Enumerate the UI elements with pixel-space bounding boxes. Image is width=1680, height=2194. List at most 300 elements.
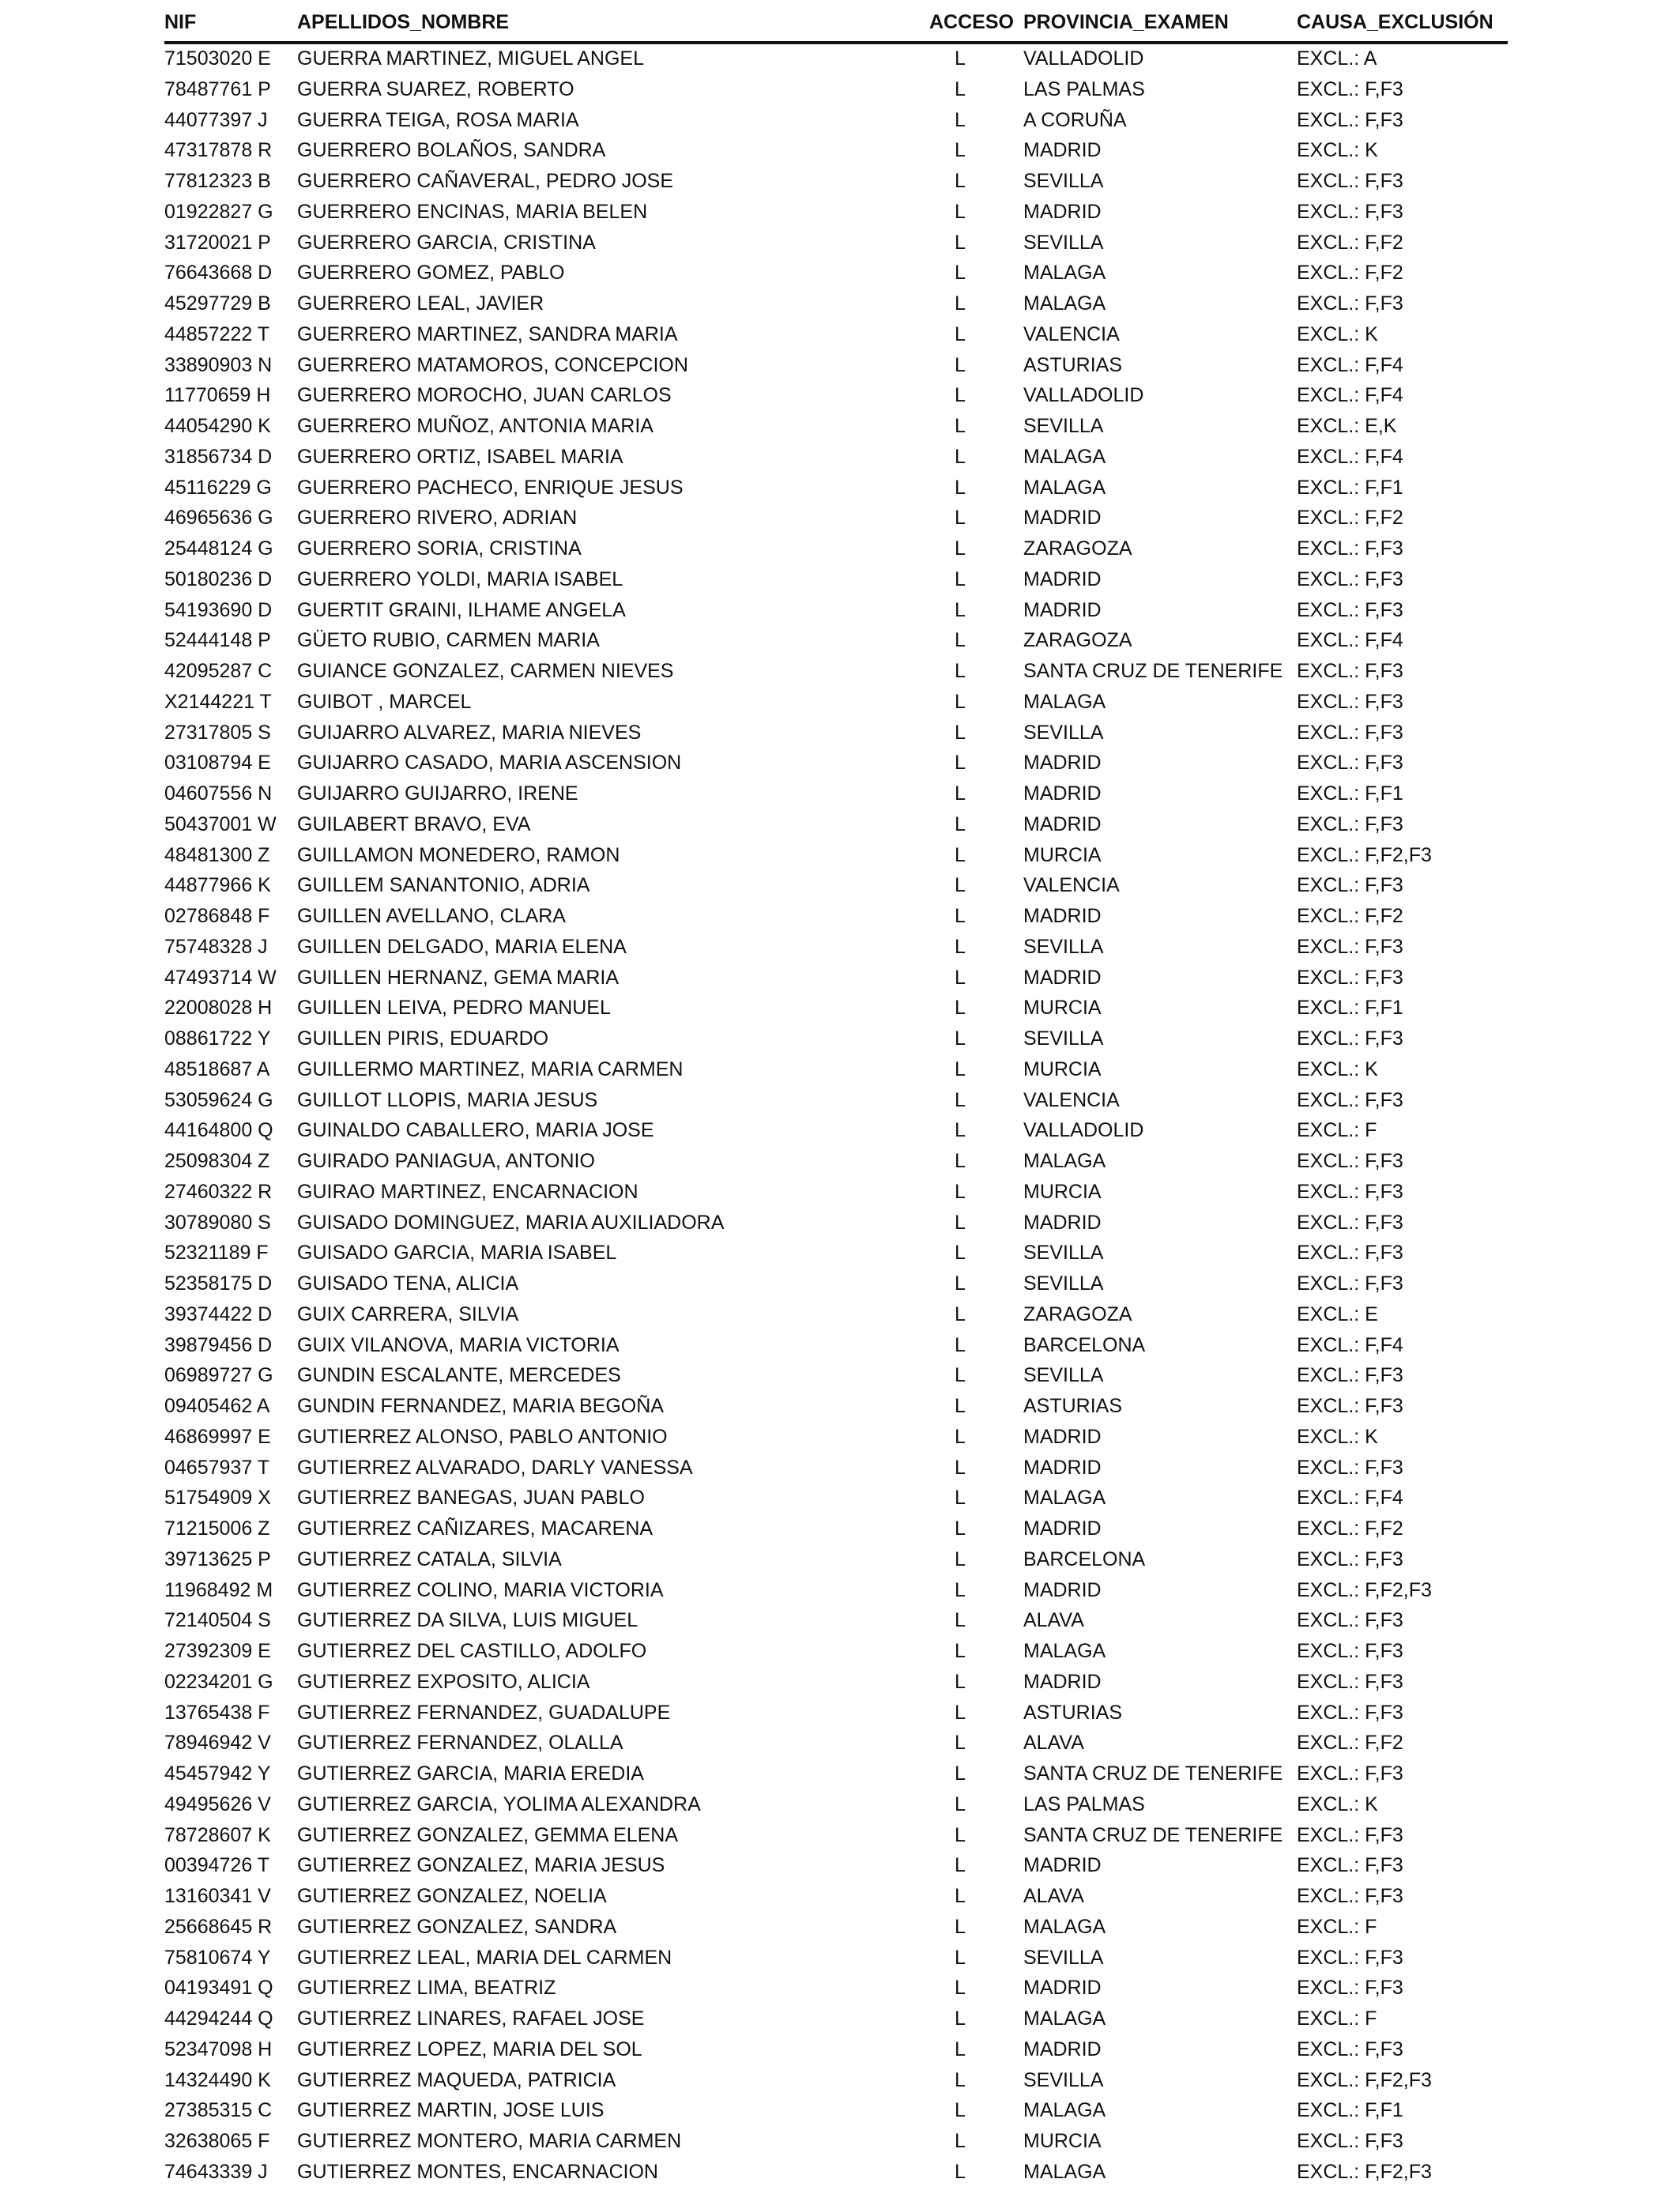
- provincia-cell: MURCIA: [1023, 997, 1102, 1020]
- table-row: [164, 534, 1508, 565]
- nif-cell: 76643668 D: [164, 262, 273, 285]
- nif-cell: 00394726 T: [164, 1854, 269, 1877]
- causa-cell: EXCL.: F: [1297, 1915, 1377, 1938]
- acceso-cell: L: [955, 476, 966, 499]
- provincia-cell: MALAGA: [1023, 1915, 1106, 1938]
- name-cell: GUILLERMO MARTINEZ, MARIA CARMEN: [297, 1057, 684, 1080]
- causa-cell: EXCL.: F,F3: [1297, 935, 1403, 958]
- provincia-cell: SANTA CRUZ DE TENERIFE: [1023, 1762, 1283, 1785]
- acceso-cell: L: [955, 537, 966, 560]
- acceso-cell: L: [955, 1395, 966, 1417]
- acceso-cell: L: [955, 1150, 966, 1172]
- nif-cell: 13765438 F: [164, 1701, 270, 1724]
- causa-cell: EXCL.: F,F3: [1297, 1364, 1403, 1387]
- table-header: [164, 9, 1508, 44]
- acceso-cell: L: [955, 1823, 966, 1846]
- causa-cell: EXCL.: F,F3: [1297, 1640, 1403, 1662]
- causa-cell: EXCL.: F,F3: [1297, 1150, 1403, 1172]
- header-nif: NIF: [164, 11, 197, 33]
- acceso-cell: L: [955, 1425, 966, 1448]
- provincia-cell: MADRID: [1023, 1977, 1102, 2000]
- acceso-cell: L: [955, 1946, 966, 1969]
- acceso-cell: L: [955, 567, 966, 590]
- name-cell: GUTIERREZ EXPOSITO, ALICIA: [297, 1670, 590, 1693]
- causa-cell: EXCL.: F,F4: [1297, 353, 1403, 376]
- name-cell: GUTIERREZ GONZALEZ, GEMMA ELENA: [297, 1823, 679, 1846]
- name-cell: GUTIERREZ MONTES, ENCARNACION: [297, 2160, 658, 2183]
- name-cell: GUTIERREZ GARCIA, MARIA EREDIA: [297, 1762, 644, 1785]
- causa-cell: EXCL.: F,F3: [1297, 812, 1403, 835]
- causa-cell: EXCL.: F,F4: [1297, 384, 1403, 407]
- causa-cell: EXCL.: F,F3: [1297, 1946, 1403, 1969]
- name-cell: GUERRERO MOROCHO, JUAN CARLOS: [297, 384, 672, 407]
- table-row: [164, 1055, 1508, 1086]
- nif-cell: 72140504 S: [164, 1609, 271, 1632]
- table-row: [164, 748, 1508, 779]
- table-row: [164, 1821, 1508, 1852]
- acceso-cell: L: [955, 690, 966, 713]
- provincia-cell: ZARAGOZA: [1023, 629, 1132, 652]
- nif-cell: 75810674 Y: [164, 1946, 271, 1969]
- nif-cell: 03108794 E: [164, 752, 271, 775]
- name-cell: GUILLEN PIRIS, EDUARDO: [297, 1027, 549, 1050]
- acceso-cell: L: [955, 935, 966, 958]
- nif-cell: 77812323 B: [164, 170, 271, 192]
- provincia-cell: ALAVA: [1023, 1885, 1084, 1907]
- nif-cell: 52444148 P: [164, 629, 271, 652]
- causa-cell: EXCL.: F,F3: [1297, 690, 1403, 713]
- acceso-cell: L: [955, 629, 966, 652]
- table-row: [164, 1728, 1508, 1759]
- causa-cell: EXCL.: F,F4: [1297, 445, 1403, 468]
- causa-cell: EXCL.: F,F3: [1297, 1272, 1403, 1295]
- name-cell: GUTIERREZ MARTIN, JOSE LUIS: [297, 2099, 605, 2122]
- name-cell: GUIX VILANOVA, MARIA VICTORIA: [297, 1333, 620, 1356]
- provincia-cell: MURCIA: [1023, 2130, 1102, 2152]
- nif-cell: 25448124 G: [164, 537, 273, 560]
- table-row: [164, 258, 1508, 289]
- nif-cell: 25668645 R: [164, 1915, 273, 1938]
- provincia-cell: MADRID: [1023, 1425, 1102, 1448]
- name-cell: GUNDIN ESCALANTE, MERCEDES: [297, 1364, 621, 1387]
- nif-cell: 44294244 Q: [164, 2007, 273, 2030]
- nif-cell: 44077397 J: [164, 108, 268, 131]
- provincia-cell: VALENCIA: [1023, 874, 1120, 897]
- table-row: [164, 1882, 1508, 1913]
- name-cell: GUTIERREZ MONTERO, MARIA CARMEN: [297, 2130, 682, 2152]
- causa-cell: EXCL.: K: [1297, 322, 1378, 345]
- table-row: [164, 657, 1508, 688]
- name-cell: GUERRERO PACHECO, ENRIQUE JESUS: [297, 476, 684, 499]
- table-row: [164, 381, 1508, 412]
- causa-cell: EXCL.: F,F3: [1297, 1854, 1403, 1877]
- causa-cell: EXCL.: F,F3: [1297, 966, 1403, 989]
- provincia-cell: MADRID: [1023, 782, 1102, 805]
- name-cell: GUTIERREZ COLINO, MARIA VICTORIA: [297, 1578, 664, 1601]
- table-row: [164, 933, 1508, 963]
- causa-cell: EXCL.: F,F3: [1297, 752, 1403, 775]
- acceso-cell: L: [955, 231, 966, 254]
- acceso-cell: L: [955, 812, 966, 835]
- name-cell: GUISADO GARCIA, MARIA ISABEL: [297, 1242, 617, 1265]
- causa-cell: EXCL.: F,F3: [1297, 1670, 1403, 1693]
- acceso-cell: L: [955, 843, 966, 866]
- acceso-cell: L: [955, 445, 966, 468]
- provincia-cell: SEVILLA: [1023, 170, 1104, 192]
- nif-cell: 46965636 G: [164, 507, 273, 530]
- acceso-cell: L: [955, 874, 966, 897]
- acceso-cell: L: [955, 2068, 966, 2091]
- causa-cell: EXCL.: F: [1297, 1119, 1377, 1142]
- table-row: [164, 2035, 1508, 2066]
- provincia-cell: MADRID: [1023, 1854, 1102, 1877]
- acceso-cell: L: [955, 1670, 966, 1693]
- causa-cell: EXCL.: F,F3: [1297, 598, 1403, 621]
- nif-cell: 48481300 Z: [164, 843, 270, 866]
- table-row: [164, 1973, 1508, 2004]
- table-row: [164, 963, 1508, 994]
- name-cell: GUILLAMON MONEDERO, RAMON: [297, 843, 620, 866]
- table-row: [164, 1361, 1508, 1392]
- provincia-cell: VALLADOLID: [1023, 47, 1144, 70]
- nif-cell: 46869997 E: [164, 1425, 271, 1448]
- table-row: [164, 718, 1508, 749]
- provincia-cell: VALENCIA: [1023, 1088, 1120, 1111]
- causa-cell: EXCL.: F,F2: [1297, 231, 1403, 254]
- table-row: [164, 106, 1508, 137]
- nif-cell: 27392309 E: [164, 1640, 271, 1662]
- name-cell: GUTIERREZ BANEGAS, JUAN PABLO: [297, 1487, 645, 1510]
- nif-cell: 04607556 N: [164, 782, 273, 805]
- causa-cell: EXCL.: F,F3: [1297, 660, 1403, 682]
- acceso-cell: L: [955, 292, 966, 315]
- causa-cell: EXCL.: F,F3: [1297, 1823, 1403, 1846]
- provincia-cell: MALAGA: [1023, 2007, 1106, 2030]
- name-cell: GUIJARRO CASADO, MARIA ASCENSION: [297, 752, 682, 775]
- provincia-cell: BARCELONA: [1023, 1547, 1146, 1570]
- provincia-cell: ASTURIAS: [1023, 1395, 1123, 1417]
- provincia-cell: MADRID: [1023, 200, 1102, 223]
- causa-cell: EXCL.: F,F3: [1297, 200, 1403, 223]
- causa-cell: EXCL.: F,F3: [1297, 1242, 1403, 1265]
- acceso-cell: L: [955, 1333, 966, 1356]
- name-cell: GUILLOT LLOPIS, MARIA JESUS: [297, 1088, 598, 1111]
- causa-cell: EXCL.: F,F2: [1297, 507, 1403, 530]
- table-row: [164, 841, 1508, 872]
- table-row: [164, 810, 1508, 841]
- name-cell: GUTIERREZ GONZALEZ, MARIA JESUS: [297, 1854, 665, 1877]
- causa-cell: EXCL.: F,F3: [1297, 721, 1403, 744]
- nif-cell: 49495626 V: [164, 1793, 271, 1815]
- nif-cell: 75748328 J: [164, 935, 268, 958]
- acceso-cell: L: [955, 1119, 966, 1142]
- name-cell: GUTIERREZ GONZALEZ, NOELIA: [297, 1885, 607, 1907]
- table-row: [164, 2127, 1508, 2158]
- name-cell: GUERRERO GARCIA, CRISTINA: [297, 231, 596, 254]
- table-row: [164, 2004, 1508, 2035]
- nif-cell: 74643339 J: [164, 2160, 268, 2183]
- acceso-cell: L: [955, 2160, 966, 2183]
- acceso-cell: L: [955, 598, 966, 621]
- name-cell: GUTIERREZ DA SILVA, LUIS MIGUEL: [297, 1609, 638, 1632]
- nif-cell: 09405462 A: [164, 1395, 270, 1417]
- name-cell: GUTIERREZ FERNANDEZ, OLALLA: [297, 1732, 623, 1755]
- causa-cell: EXCL.: F,F3: [1297, 1547, 1403, 1570]
- provincia-cell: ASTURIAS: [1023, 1701, 1123, 1724]
- name-cell: GUIJARRO ALVAREZ, MARIA NIEVES: [297, 721, 642, 744]
- provincia-cell: SEVILLA: [1023, 415, 1104, 437]
- table-row: [164, 1759, 1508, 1790]
- name-cell: GUIRADO PANIAGUA, ANTONIO: [297, 1150, 595, 1172]
- provincia-cell: MALAGA: [1023, 1640, 1106, 1662]
- acceso-cell: L: [955, 1762, 966, 1785]
- nif-cell: 08861722 Y: [164, 1027, 271, 1050]
- nif-cell: 42095287 C: [164, 660, 273, 682]
- name-cell: GUERRERO GOMEZ, PABLO: [297, 262, 565, 285]
- name-cell: GUIJARRO GUIJARRO, IRENE: [297, 782, 578, 805]
- name-cell: GÜETO RUBIO, CARMEN MARIA: [297, 629, 600, 652]
- nif-cell: 52347098 H: [164, 2038, 273, 2060]
- name-cell: GUTIERREZ CAÑIZARES, MACARENA: [297, 1517, 654, 1540]
- nif-cell: 47317878 R: [164, 139, 273, 162]
- causa-cell: EXCL.: F,F3: [1297, 1027, 1403, 1050]
- provincia-cell: MURCIA: [1023, 1057, 1102, 1080]
- nif-cell: 33890903 N: [164, 353, 273, 376]
- nif-cell: 45457942 Y: [164, 1762, 271, 1785]
- acceso-cell: L: [955, 47, 966, 70]
- acceso-cell: L: [955, 1272, 966, 1295]
- acceso-cell: L: [955, 966, 966, 989]
- table-row: [164, 75, 1508, 106]
- table-row: [164, 1147, 1508, 1178]
- nif-cell: 01922827 G: [164, 200, 273, 223]
- provincia-cell: ALAVA: [1023, 1609, 1084, 1632]
- provincia-cell: MADRID: [1023, 598, 1102, 621]
- nif-cell: 04657937 T: [164, 1456, 269, 1479]
- nif-cell: 27385315 C: [164, 2099, 273, 2122]
- name-cell: GUILLEN DELGADO, MARIA ELENA: [297, 935, 627, 958]
- table-row: [164, 412, 1508, 443]
- table-row: [164, 902, 1508, 933]
- name-cell: GUERRERO BOLAÑOS, SANDRA: [297, 139, 606, 162]
- provincia-cell: BARCELONA: [1023, 1333, 1146, 1356]
- causa-cell: EXCL.: F,F3: [1297, 1180, 1403, 1203]
- provincia-cell: MADRID: [1023, 507, 1102, 530]
- name-cell: GUERRA SUAREZ, ROBERTO: [297, 77, 574, 100]
- acceso-cell: L: [955, 1027, 966, 1050]
- acceso-cell: L: [955, 1701, 966, 1724]
- nif-cell: 71215006 Z: [164, 1517, 270, 1540]
- name-cell: GUTIERREZ FERNANDEZ, GUADALUPE: [297, 1701, 671, 1724]
- acceso-cell: L: [955, 1211, 966, 1234]
- nif-cell: 27460322 R: [164, 1180, 273, 1203]
- table-row: [164, 1024, 1508, 1055]
- provincia-cell: MADRID: [1023, 1211, 1102, 1234]
- causa-cell: EXCL.: F,F2,F3: [1297, 2160, 1432, 2183]
- provincia-cell: ZARAGOZA: [1023, 537, 1132, 560]
- name-cell: GUERRERO MATAMOROS, CONCEPCION: [297, 353, 688, 376]
- provincia-cell: LAS PALMAS: [1023, 77, 1145, 100]
- name-cell: GUNDIN FERNANDEZ, MARIA BEGOÑA: [297, 1395, 664, 1417]
- table-row: [164, 1300, 1508, 1331]
- causa-cell: EXCL.: F,F3: [1297, 1456, 1403, 1479]
- causa-cell: EXCL.: F,F1: [1297, 2099, 1403, 2122]
- name-cell: GUTIERREZ LINARES, RAFAEL JOSE: [297, 2007, 645, 2030]
- table-row: [164, 1698, 1508, 1729]
- provincia-cell: MADRID: [1023, 812, 1102, 835]
- provincia-cell: SEVILLA: [1023, 721, 1104, 744]
- causa-cell: EXCL.: F,F1: [1297, 782, 1403, 805]
- provincia-cell: MALAGA: [1023, 1150, 1106, 1172]
- provincia-cell: SEVILLA: [1023, 1364, 1104, 1387]
- table-row: [164, 1943, 1508, 1974]
- acceso-cell: L: [955, 1180, 966, 1203]
- acceso-cell: L: [955, 782, 966, 805]
- causa-cell: EXCL.: F,F3: [1297, 1211, 1403, 1234]
- name-cell: GUERRA MARTINEZ, MIGUEL ANGEL: [297, 47, 644, 70]
- provincia-cell: SEVILLA: [1023, 1272, 1104, 1295]
- acceso-cell: L: [955, 1487, 966, 1510]
- causa-cell: EXCL.: F,F3: [1297, 1609, 1403, 1632]
- provincia-cell: SEVILLA: [1023, 2068, 1104, 2091]
- provincia-cell: ALAVA: [1023, 1732, 1084, 1755]
- name-cell: GUERRA TEIGA, ROSA MARIA: [297, 108, 579, 131]
- provincia-cell: MALAGA: [1023, 2099, 1106, 2122]
- acceso-cell: L: [955, 1088, 966, 1111]
- nif-cell: 31720021 P: [164, 231, 271, 254]
- name-cell: GUERRERO ORTIZ, ISABEL MARIA: [297, 445, 623, 468]
- table-row: [164, 1178, 1508, 1208]
- name-cell: GUTIERREZ DEL CASTILLO, ADOLFO: [297, 1640, 647, 1662]
- name-cell: GUISADO DOMINGUEZ, MARIA AUXILIADORA: [297, 1211, 725, 1234]
- causa-cell: EXCL.: K: [1297, 1793, 1378, 1815]
- name-cell: GUINALDO CABALLERO, MARIA JOSE: [297, 1119, 654, 1142]
- nif-cell: 13160341 V: [164, 1885, 271, 1907]
- acceso-cell: L: [955, 2007, 966, 2030]
- provincia-cell: SEVILLA: [1023, 1242, 1104, 1265]
- acceso-cell: L: [955, 2130, 966, 2152]
- nif-cell: 06989727 G: [164, 1364, 273, 1387]
- provincia-cell: MADRID: [1023, 1456, 1102, 1479]
- provincia-cell: VALLADOLID: [1023, 384, 1144, 407]
- acceso-cell: L: [955, 170, 966, 192]
- provincia-cell: MADRID: [1023, 905, 1102, 927]
- causa-cell: EXCL.: F,F3: [1297, 1762, 1403, 1785]
- acceso-cell: L: [955, 1242, 966, 1265]
- provincia-cell: ASTURIAS: [1023, 353, 1123, 376]
- provincia-cell: LAS PALMAS: [1023, 1793, 1145, 1815]
- provincia-cell: MALAGA: [1023, 1487, 1106, 1510]
- provincia-cell: SANTA CRUZ DE TENERIFE: [1023, 1823, 1283, 1846]
- table-row: [164, 1514, 1508, 1545]
- causa-cell: EXCL.: F,F2: [1297, 905, 1403, 927]
- provincia-cell: A CORUÑA: [1023, 108, 1127, 131]
- causa-cell: EXCL.: F,F1: [1297, 476, 1403, 499]
- table-row: [164, 167, 1508, 198]
- causa-cell: EXCL.: F,F3: [1297, 874, 1403, 897]
- table-row: [164, 1238, 1508, 1269]
- causa-cell: EXCL.: F,F3: [1297, 1088, 1403, 1111]
- provincia-cell: MADRID: [1023, 966, 1102, 989]
- table-row: [164, 1269, 1508, 1300]
- nif-cell: 44164800 Q: [164, 1119, 273, 1142]
- provincia-cell: ZARAGOZA: [1023, 1302, 1132, 1325]
- acceso-cell: L: [955, 384, 966, 407]
- name-cell: GUERRERO MARTINEZ, SANDRA MARIA: [297, 322, 678, 345]
- acceso-cell: L: [955, 1456, 966, 1479]
- table-row: [164, 1913, 1508, 1943]
- acceso-cell: L: [955, 2099, 966, 2122]
- causa-cell: EXCL.: F,F3: [1297, 292, 1403, 315]
- table-row: [164, 473, 1508, 504]
- header-apellidos-nombre: APELLIDOS_NOMBRE: [297, 11, 510, 33]
- causa-cell: EXCL.: A: [1297, 47, 1377, 70]
- provincia-cell: MURCIA: [1023, 1180, 1102, 1203]
- header-acceso: ACCESO: [929, 11, 1014, 33]
- table-row: [164, 198, 1508, 228]
- causa-cell: EXCL.: F,F2: [1297, 1517, 1403, 1540]
- table-row: [164, 1483, 1508, 1514]
- acceso-cell: L: [955, 200, 966, 223]
- name-cell: GUERRERO YOLDI, MARIA ISABEL: [297, 567, 623, 590]
- acceso-cell: L: [955, 1517, 966, 1540]
- provincia-cell: SANTA CRUZ DE TENERIFE: [1023, 660, 1283, 682]
- table-row: [164, 1545, 1508, 1576]
- name-cell: GUTIERREZ ALONSO, PABLO ANTONIO: [297, 1425, 668, 1448]
- table-row: [164, 320, 1508, 351]
- provincia-cell: MADRID: [1023, 2038, 1102, 2060]
- causa-cell: EXCL.: F,F2,F3: [1297, 843, 1432, 866]
- causa-cell: EXCL.: F,F2,F3: [1297, 1578, 1432, 1601]
- nif-cell: 52358175 D: [164, 1272, 273, 1295]
- causa-cell: EXCL.: F: [1297, 2007, 1377, 2030]
- acceso-cell: L: [955, 1885, 966, 1907]
- table-row: [164, 228, 1508, 259]
- acceso-cell: L: [955, 660, 966, 682]
- provincia-cell: MURCIA: [1023, 843, 1102, 866]
- table-row: [164, 44, 1508, 75]
- table-row: [164, 1637, 1508, 1668]
- acceso-cell: L: [955, 353, 966, 376]
- causa-cell: EXCL.: F,F3: [1297, 77, 1403, 100]
- nif-cell: X2144221 T: [164, 690, 272, 713]
- name-cell: GUERRERO CAÑAVERAL, PEDRO JOSE: [297, 170, 674, 192]
- table-row: [164, 1392, 1508, 1423]
- nif-cell: 78946942 V: [164, 1732, 271, 1755]
- acceso-cell: L: [955, 77, 966, 100]
- causa-cell: EXCL.: F,F4: [1297, 1487, 1403, 1510]
- provincia-cell: MALAGA: [1023, 690, 1106, 713]
- acceso-cell: L: [955, 1793, 966, 1815]
- acceso-cell: L: [955, 322, 966, 345]
- table-row: [164, 1790, 1508, 1821]
- causa-cell: EXCL.: F,F3: [1297, 2038, 1403, 2060]
- provincia-cell: SEVILLA: [1023, 1027, 1104, 1050]
- name-cell: GUERRERO MUÑOZ, ANTONIA MARIA: [297, 415, 654, 437]
- causa-cell: EXCL.: F,F3: [1297, 1701, 1403, 1724]
- provincia-cell: VALLADOLID: [1023, 1119, 1144, 1142]
- acceso-cell: L: [955, 507, 966, 530]
- causa-cell: EXCL.: K: [1297, 1057, 1378, 1080]
- name-cell: GUILLEN AVELLANO, CLARA: [297, 905, 566, 927]
- provincia-cell: MADRID: [1023, 1578, 1102, 1601]
- table-row: [164, 1116, 1508, 1147]
- exclusion-list-table: [164, 9, 1508, 2188]
- provincia-cell: MALAGA: [1023, 445, 1106, 468]
- nif-cell: 52321189 F: [164, 1242, 269, 1265]
- name-cell: GUIANCE GONZALEZ, CARMEN NIEVES: [297, 660, 674, 682]
- causa-cell: EXCL.: K: [1297, 139, 1378, 162]
